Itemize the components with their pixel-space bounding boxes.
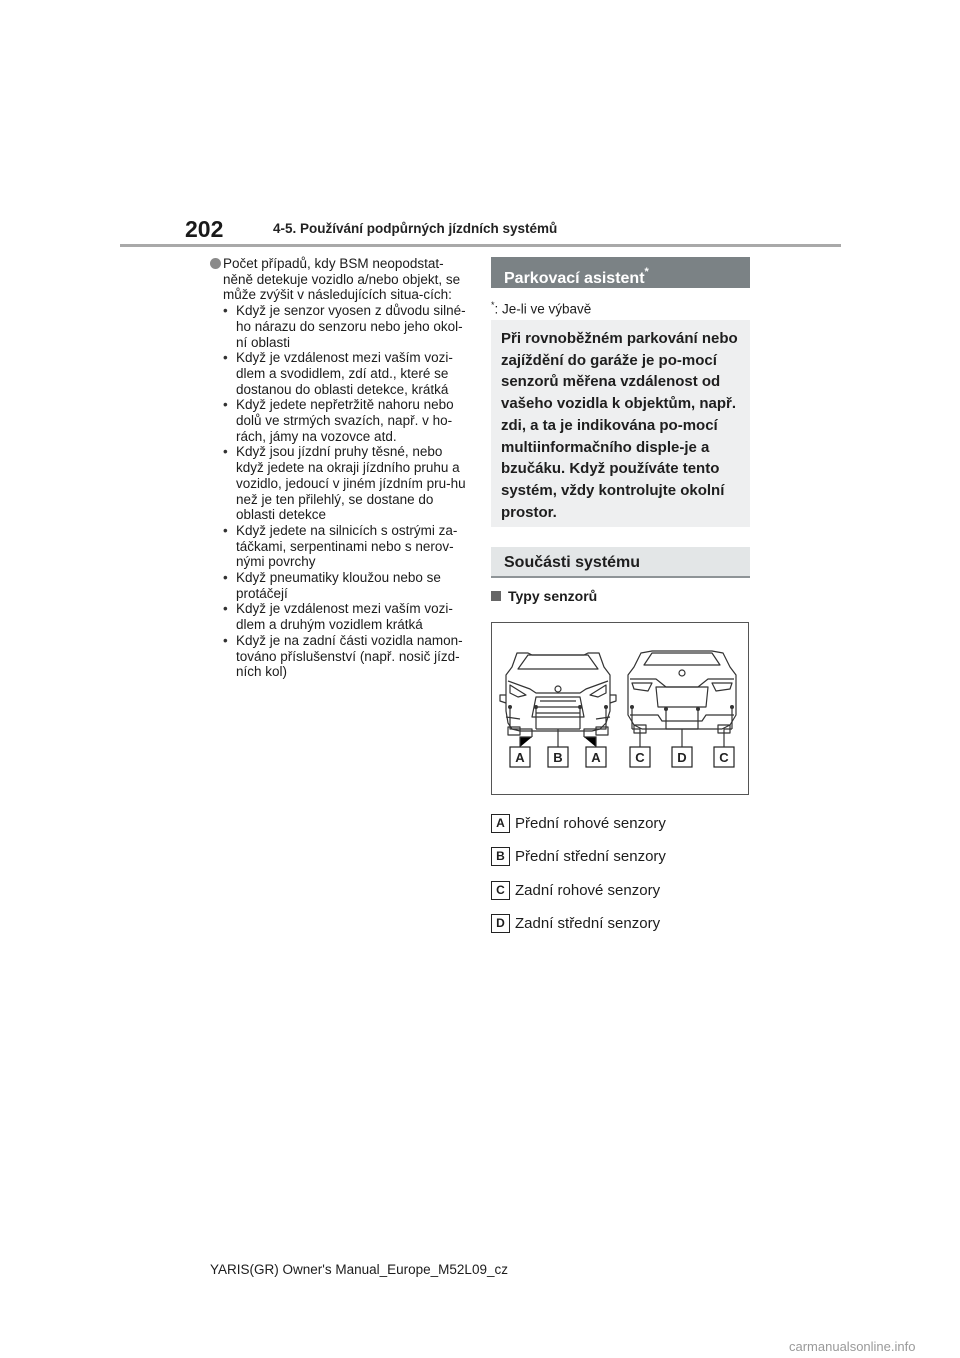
page-number: 202 [185, 216, 224, 242]
list-item: • Když je vzdálenost mezi vaším vozi-dlem a druhým vozidlem krátká [223, 601, 472, 632]
car-illustration [492, 623, 748, 794]
list-item: • Když je na zadní části vozidla namon-továno příslušenství (např. nosič jízd-ních kol) [223, 633, 472, 680]
list-item: • Když je senzor vyosen z důvodu silné-ho nárazu do senzoru nebo jeho okol-ní oblasti [223, 303, 472, 350]
summary-box [491, 320, 750, 527]
front-callout-lines [510, 707, 606, 737]
watermark: carmanualsonline.info [789, 1339, 916, 1354]
section-heading-mark: * [644, 266, 649, 278]
legend-key: C [491, 881, 510, 900]
footnote-mark: * [491, 300, 495, 310]
list-item: • Když je vzdálenost mezi vaším vozi-dlem a svodidlem, zdí atd., které se dostanou do oblasti detekce, krátká [223, 350, 472, 397]
legend-text: Přední střední senzory [515, 848, 666, 866]
list-item: • Když jsou jízdní pruhy těsné, nebo když jedete na okraji jízdního pruhu a vozidlo, jedoucí v jiném jízdním pru-hu než je ten přilehlý, se dostane do oblasti detekce [223, 444, 472, 523]
sensor-legend [491, 807, 751, 940]
legend-item [491, 907, 751, 940]
sensor-points [508, 705, 734, 711]
figure-label: D [677, 750, 687, 765]
section-heading-parking-assist [491, 257, 750, 288]
bullet-dot-icon [210, 258, 221, 269]
footnote [491, 300, 591, 317]
header-rule [120, 244, 841, 247]
list-item: • Když jedete nepřetržitě nahoru nebo dolů ve strmých svazích, např. v ho-rách, jámy na vozovce atd. [223, 397, 472, 444]
rear-car-icon [628, 651, 736, 733]
figure-label: A [515, 750, 525, 765]
front-car-icon [500, 653, 616, 735]
summary-text: Při rovnoběžném parkování nebo zajíždění do garáže je po-mocí senzorů měřena vzdálenost od vašeho vozidla k objektům, např. zdi, a ta je indikována po-mocí multiinformačního disple-je a bzučáku. Když používáte tento systém, vždy kontrolujte okolní prostor. [501, 330, 738, 521]
legend-item [491, 874, 751, 907]
list-item: • Když pneumatiky kloužou nebo se protáčejí [223, 570, 472, 601]
situation-list [210, 303, 472, 680]
legend-item [491, 807, 751, 840]
section-heading-components [491, 547, 750, 578]
legend-key: B [491, 847, 510, 866]
chapter-title: 4-5. Používání podpůrných jízdních systémů [273, 221, 558, 236]
subheading-sensor-types [491, 588, 597, 604]
bullet-intro [210, 256, 472, 303]
list-item: • Když jedete na silnicích s ostrými za-táčkami, serpentinami nebo s nerov-nými povrchy [223, 523, 472, 570]
limitations-list [210, 256, 472, 680]
footnote-text: : Je-li ve výbavě [494, 301, 592, 317]
figure-label: C [635, 750, 645, 765]
square-bullet-icon [491, 591, 501, 601]
section-heading-text: Parkovací asistent [504, 270, 645, 287]
legend-text: Zadní střední senzory [515, 915, 661, 933]
footer-manual-id: YARIS(GR) Owner's Manual_Europe_M52L09_cz [210, 1262, 508, 1277]
subheading-text: Typy senzorů [508, 588, 598, 604]
section-heading-text: Součásti systému [504, 554, 641, 571]
sensor-figure [491, 622, 749, 795]
figure-label: A [591, 750, 601, 765]
legend-item [491, 840, 751, 873]
figure-label: C [719, 750, 729, 765]
rear-callout-lines [632, 707, 732, 737]
legend-text: Přední rohové senzory [515, 815, 666, 833]
legend-key: D [491, 914, 510, 933]
legend-key: A [491, 814, 510, 833]
figure-label: B [553, 750, 563, 765]
bullet-intro-text: Počet případů, kdy BSM neopodstat-něně detekuje vozidlo a/nebo objekt, se může zvýšit v následujících situa-cích: [223, 256, 461, 303]
legend-text: Zadní rohové senzory [515, 881, 661, 899]
